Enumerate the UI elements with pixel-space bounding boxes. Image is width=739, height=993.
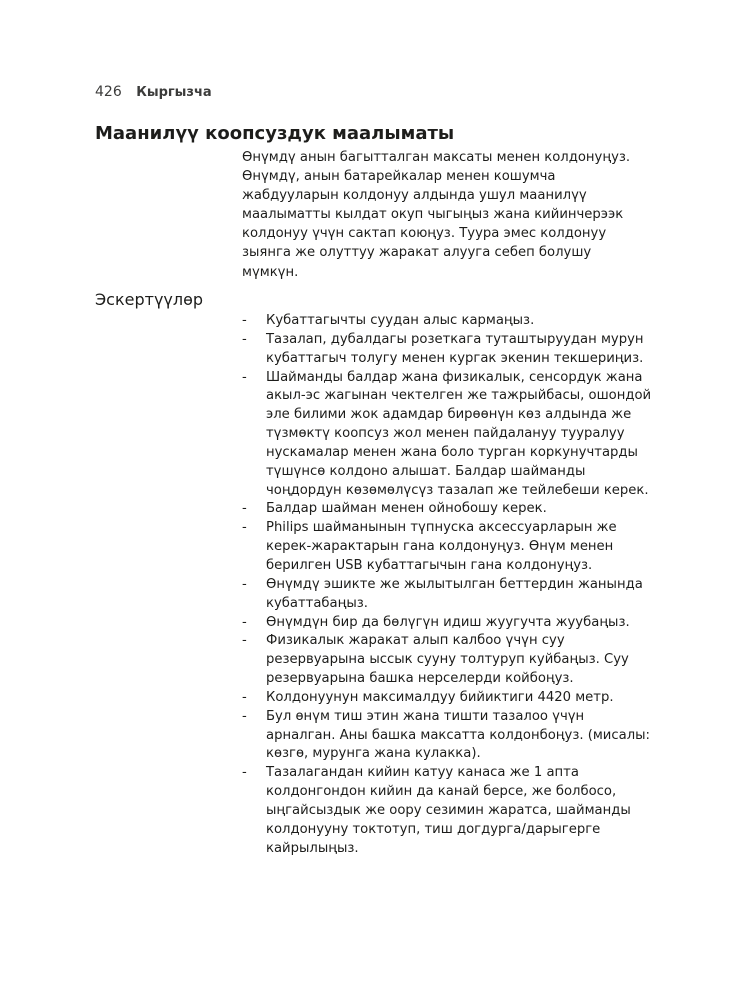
bullet-dash: - xyxy=(242,313,247,328)
warning-text: Philips шайманынын түпнуска аксессуарларын же керек-жарактарын гана колдонуңуз. Өнүм менен берилген USB кубаттагычын гана колдонуңуз. xyxy=(266,520,617,573)
bullet-dash: - xyxy=(242,614,247,630)
warning-text: Тазалап, дубалдагы розеткага туташтыруудан мурун кубаттагыч толугу менен кургак экенин текшериңиз. xyxy=(266,331,644,366)
warning-text: Кубаттагычты суудан алыс кармаңыз. xyxy=(266,313,535,328)
intro-paragraph: Өнүмдү анын багытталган максаты менен колдонуңуз. Өнүмдү, анын батарейкалар менен кошумча жабдууларын колдонуу алдында ушул маанилүү маалыматты кылдат окуп чыгыңыз жана кийинчерээк колдонуу үчүн сактап коюңуз. Туура эмес колдонуу зыянга же олуттуу жаракат алууга себеп болушу мүмкүн. xyxy=(242,150,631,280)
warning-item xyxy=(242,689,652,708)
page-header xyxy=(95,83,212,102)
warning-text: Өнүмдүн бир да бөлүгүн идиш жуугучта жуубаңыз. xyxy=(266,614,630,630)
warning-item xyxy=(242,764,652,858)
bullet-dash: - xyxy=(242,765,247,781)
warning-item xyxy=(242,519,652,576)
bullet-dash: - xyxy=(242,633,247,649)
warning-text: Тазалагандан кийин катуу канаса же 1 апта колдонгондон кийин да канай берсе, же болбосо, ыңгайсыздык же оору сезимин жаратса, шайманды колдонууну токтотуп, тиш догдурга/дарыгерге кайрылыңыз. xyxy=(266,765,631,856)
warning-text: Физикалык жаракат алып калбоо үчүн суу резервуарына ыссык сууну толтуруп куйбаңыз. Суу резервуарына башка нерселерди койбоңуз. xyxy=(266,633,629,687)
bullet-dash: - xyxy=(242,501,247,517)
warnings-list xyxy=(242,312,652,858)
warning-item xyxy=(242,614,652,633)
bullet-dash: - xyxy=(242,520,247,536)
bullet-dash: - xyxy=(242,576,247,592)
warning-text: Колдонуунун максималдуу бийиктиги 4420 метр. xyxy=(266,689,614,705)
bullet-dash: - xyxy=(242,708,247,724)
warning-item xyxy=(242,500,652,519)
warning-item xyxy=(242,632,652,689)
warning-item xyxy=(242,331,652,369)
section-title: Маанилүү коопсуздук маалыматы xyxy=(95,123,455,144)
warning-item xyxy=(242,369,652,501)
bullet-dash: - xyxy=(242,369,247,385)
warning-item xyxy=(242,708,652,765)
warning-text: Бул өнүм тиш этин жана тишти тазалоо үчүн арналган. Аны башка максатта колдонбоңуз. (мисалы: көзгө, мурунга жана кулакка). xyxy=(266,708,650,762)
warning-item xyxy=(242,576,652,614)
page-language-label: Кыргызча xyxy=(136,85,212,100)
bullet-dash: - xyxy=(242,331,247,347)
warning-text: Өнүмдү эшикте же жылытылган беттердин жанында кубаттабаңыз. xyxy=(266,576,643,611)
warning-text: Шайманды балдар жана физикалык, сенсордук жана акыл-эс жагынан чектелген же тажрыйбасы, ошондой эле билими жок адамдар бирөөнүн көз алдында же түзмөктү коопсуз жол менен пайдалануу тууралуу нускамалар менен жана боло турган коркунучтарды түшүнсө колдоно алышат. Балдар шайманды чоңдордун көзөмөлүсүз тазалап же тейлебеши керек. xyxy=(266,369,652,498)
page-number: 426 xyxy=(95,84,122,100)
warnings-title: Эскертүүлөр xyxy=(95,290,204,309)
warning-item xyxy=(242,312,652,331)
warning-text: Балдар шайман менен ойнобошу керек. xyxy=(266,501,547,517)
bullet-dash: - xyxy=(242,689,247,705)
